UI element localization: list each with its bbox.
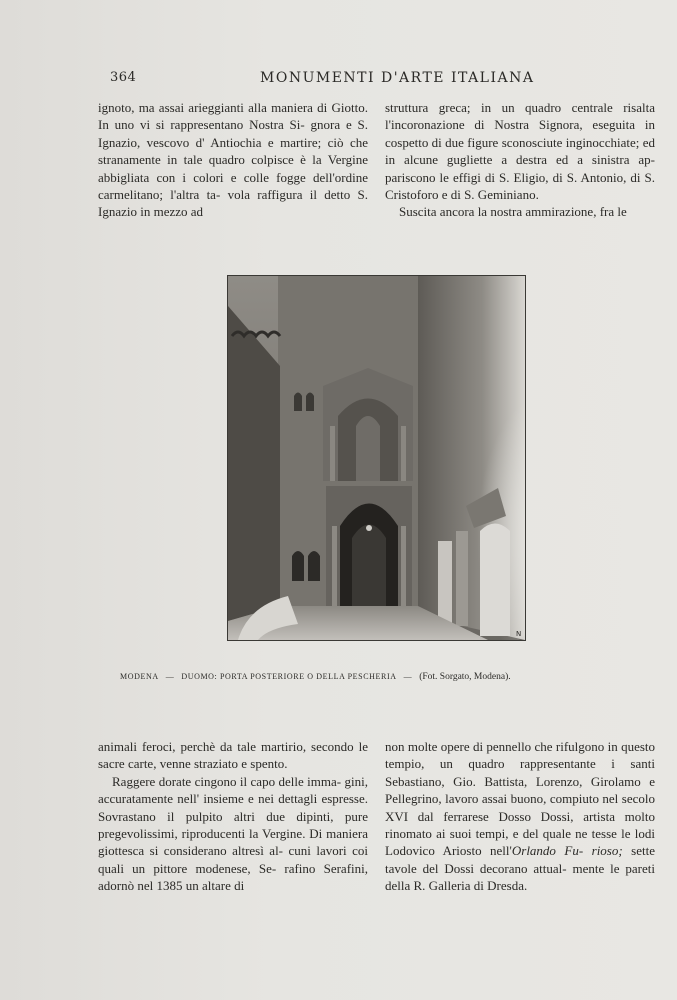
caption-dash: — — [165, 672, 175, 681]
text-line: Raggere dorate cingono il capo delle imma- — [112, 773, 342, 789]
text-line: animali feroci, perchè da tale martirio, secondo — [98, 739, 354, 754]
text-line: Sebastiano, Gio. Battista, Lorenzo, Girolamo e — [385, 773, 655, 789]
text-line: le sacre carte, venne straziato e spento. — [98, 739, 368, 772]
text-line: cuni lavori coi quali un pittore modenese, Se- — [98, 843, 368, 876]
photo-illustration — [228, 276, 525, 640]
text-line: Giotto. In uno vi si rappresentano Nostra Si- — [98, 100, 369, 133]
paragraph — [385, 738, 655, 895]
text-line: Suscita ancora la nostra ammirazione, fra le — [399, 204, 627, 220]
paragraph — [98, 773, 368, 895]
text-column-bottom-right — [385, 738, 655, 895]
caption-subject: DUOMO: PORTA POSTERIORE O DELLA PESCHERIA — [181, 672, 397, 681]
text-line: pure pregevolissimi, riproducenti la Vergine. — [98, 808, 368, 842]
text-line: questo tempio, un quadro rappresentante i santi — [385, 739, 656, 772]
text-column-top-right — [385, 99, 655, 221]
text-line: colle fogge dell'ordine carmelitano; l'altra ta- — [98, 169, 368, 203]
paragraph — [98, 738, 368, 773]
text-line: sette tavole del Dossi decorano attual- — [385, 843, 655, 876]
text-line: ignoto, ma assai arieggianti alla maniera di — [98, 100, 328, 115]
text-line: Di maniera giottesca si considerano altresì al- — [98, 826, 369, 859]
page-number: 364 — [110, 70, 137, 85]
text-line: tesse le lodi Lodovico Ariosto nell' — [385, 826, 655, 859]
book-title-italic: Orlando Fu- — [511, 843, 584, 859]
caption-credit: (Fot. Sorgato, Modena). — [419, 672, 511, 682]
caption-place: MODENA — [120, 672, 159, 681]
text-line: struttura greca; in un quadro centrale risalta — [385, 100, 655, 115]
text-line: rafino Serafini, adornò nel 1385 un altare di — [98, 860, 368, 894]
svg-text:N: N — [516, 630, 522, 638]
text-column-top-left — [98, 99, 368, 221]
text-line: Pellegrino, lavoro assai buono, compiuto nel — [385, 791, 619, 807]
text-line: martire; ciò che stranamente in tale quadro — [98, 134, 368, 168]
text-line: vola raffigura il detto S. Ignazio in mezzo ad — [98, 187, 369, 220]
book-title-italic: rioso; — [591, 843, 623, 859]
running-title: MONUMENTI D'ARTE ITALIANA — [260, 70, 535, 86]
text-line: l'incoronazione di Nostra Signora, eseguita in — [385, 117, 655, 133]
text-line: pariscono le effigi di S. Eligio, di S. Antonio, — [385, 169, 627, 185]
cathedral-door-photograph — [227, 275, 526, 641]
text-line: molto rinomato ai suoi tempi, e del quale ne — [385, 808, 655, 842]
text-line: cospetto di due figure sconosciute inginocchiate; — [385, 134, 640, 150]
text-line: gnora e S. Ignazio, vescovo d' Antiochia e — [98, 117, 368, 150]
text-line: ed in alcune gugliette a destra ed a sinistra ap- — [385, 134, 656, 168]
text-line: gini, accuratamente nell' insieme e nei dettagli — [98, 773, 369, 807]
text-line: mente le pareti della R. Galleria di Dresda. — [385, 860, 656, 894]
text-line: secolo XVI dal ferrarese Dosso Dossi, artista — [385, 791, 656, 824]
text-line: colpisce è la Vergine abbigliata con i colori e — [98, 152, 368, 185]
paragraph — [385, 203, 655, 220]
figure-caption — [120, 672, 600, 682]
text-line: di S. Cristoforo e di S. Geminiano. — [385, 169, 656, 203]
caption-dash: — — [403, 672, 413, 681]
paragraph — [385, 99, 655, 203]
text-line: espresse. Sovrastano il pulpito altri due dipinti, — [98, 791, 369, 824]
page-header — [110, 70, 535, 88]
text-column-bottom-left — [98, 738, 368, 895]
text-line: non molte opere di pennello che rifulgono in — [385, 739, 618, 754]
paragraph — [98, 99, 368, 221]
